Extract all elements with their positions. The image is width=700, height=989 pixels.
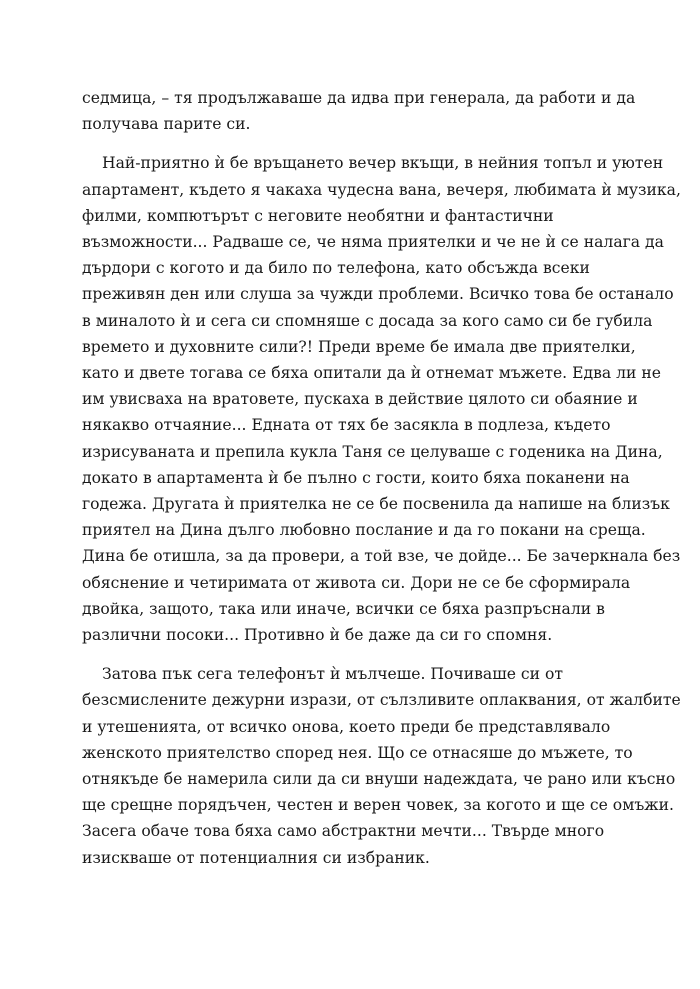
text-line: Затова пък сега телефонът ѝ мълчеше. Почиваше си от [102, 665, 563, 684]
text-line: изискваше от потенциалния си избраник. [82, 848, 430, 867]
paragraph-2 [82, 150, 681, 648]
text-line: получава парите си. [82, 115, 251, 134]
text-line: Засега обаче това бяха само абстрактни мечти... Твърде много [82, 822, 605, 841]
text-line: различни посоки... Противно ѝ бе даже да си го спомня. [82, 626, 553, 645]
text-line: отнякъде бе намерила сили да си внуши надеждата, че рано или късно [82, 770, 676, 789]
text-line: в миналото ѝ и сега си спомняше с досада за кого само си бе губила [82, 311, 653, 330]
text-line: обяснение и четиримата от живота си. Дори не се бе сформирала [82, 573, 631, 592]
paragraph-3 [82, 661, 681, 871]
text-line: изрисуваната и препила кукла Таня се целуваше с годеника на Дина, [82, 442, 663, 461]
text-line: времето и духовните сили?! Преди време бе имала две приятелки, [82, 337, 636, 356]
text-line: Дина бе отишла, за да провери, а той взе, че дойде... Бе зачеркнала без [82, 547, 681, 566]
text-line: приятел на Дина дълго любовно послание и да го покани на среща. [82, 521, 646, 540]
text-line: апартамент, където я чакаха чудесна вана, вечеря, любимата ѝ музика, [82, 180, 681, 199]
body-text [82, 85, 681, 884]
text-line: дърдори с когото и да било по телефона, като обсъжда всеки [82, 259, 590, 278]
text-line: ще срещне порядъчен, честен и верен човек, за когото и ще се омъжи. [82, 796, 674, 815]
text-line: възможности... Радваше се, че няма приятелки и че не ѝ се налага да [82, 233, 664, 252]
text-line: като и двете тогава се бяха опитали да ѝ отнемат мъжете. Едва ли не [82, 364, 661, 383]
text-line: преживян ден или слуша за чужди проблеми. Всичко това бе останало [82, 285, 674, 304]
text-line: седмица, – тя продължаваше да идва при генерала, да работи и да [82, 89, 636, 107]
text-line: Най-приятно ѝ бе връщането вечер вкъщи, в нейния топъл и уютен [102, 154, 664, 173]
text-line: безсмислените дежурни изрази, от сълзливите оплаквания, от жалбите [82, 691, 681, 710]
text-line: филми, компютърът с неговите необятни и фантастични [82, 206, 554, 225]
paragraph-1 [82, 85, 638, 137]
text-line: двойка, защото, така или иначе, всички се бяха разпръснали в [82, 599, 605, 618]
text-line: женското приятелство според нея. Що се отнасяше до мъжете, то [82, 743, 633, 762]
text-line: докато в апартамента ѝ бе пълно с гости, които бяха поканени на [82, 468, 630, 487]
text-line: годежа. Другата ѝ приятелка не се бе посвенила да напише на близък [82, 495, 670, 514]
text-line: някакво отчаяние... Едната от тях бе засякла в подлеза, където [82, 416, 611, 435]
text-line: им увисваха на вратовете, пускаха в действие цялото си обаяние и [82, 390, 638, 409]
text-line: и утешенията, от всичко онова, което преди бе представлявало [82, 717, 611, 736]
